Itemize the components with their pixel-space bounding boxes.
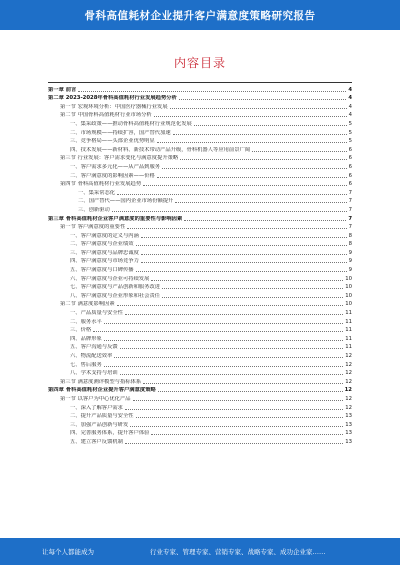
toc-title: 内容目录 [173,56,226,70]
toc-entry[interactable] [48,222,352,231]
dot-leader [125,314,343,315]
toc-entry-page: 8 [348,241,352,248]
dot-leader [114,357,343,358]
dot-leader [125,443,343,444]
toc-entry-page: 5 [348,129,352,136]
toc-entry-page: 9 [348,267,352,274]
dot-leader [93,331,343,332]
toc-entry[interactable] [48,376,352,385]
toc-entry-text: 二、国产替代——国内企业市场份额提升 [78,198,174,205]
header-bar [0,0,400,30]
toc-entry-page: 7 [348,224,352,231]
toc-entry[interactable] [48,273,352,282]
toc-entry[interactable] [48,393,352,402]
toc-entry-text: 六、客户满意度与企业可持续发展 [70,275,150,282]
toc-entry-text: 三、价格 [70,327,92,334]
toc-entry-page: 12 [345,361,352,368]
toc-entry[interactable] [48,333,352,342]
toc-entry-page: 5 [348,138,352,145]
toc-entry-text: 七、售后服务 [70,361,102,368]
toc-entry-page: 5 [348,120,352,127]
toc-entry-text: 四、完善服务体系，提升客户体验 [70,430,150,437]
toc-entry[interactable] [48,307,352,316]
toc-entry-text: 一、集采常态化 [78,189,116,196]
toc-entry-text: 六、物流配送效率 [70,353,113,359]
dot-leader [194,125,347,126]
dot-leader [143,383,343,384]
toc-entry-page: 7 [348,189,352,196]
toc-entry-text: 第一节 客户满意度的重要性 [60,224,126,231]
dot-leader [175,202,346,203]
toc-entry-text: 二、提升产品质量与安全性 [70,413,134,420]
dot-leader [136,245,347,246]
toc-entry-page: 12 [345,378,352,385]
toc-entry-text: 五、客户满意度与口碑传播 [70,267,134,274]
dot-leader [141,262,347,263]
toc-entry-text: 五、客户沟通与反馈 [70,344,118,351]
toc-entry[interactable] [48,428,352,437]
toc-entry-text: 一、深入了解客户需求 [70,404,123,411]
dot-leader [173,134,347,135]
dot-leader [136,417,344,418]
toc-entry-text: 三、竞争格局——头部企业优势明显 [70,138,155,145]
toc-entry[interactable] [48,110,352,119]
toc-entry-page: 4 [348,86,352,93]
dot-leader [162,288,343,289]
toc-entry-page: 10 [345,284,352,291]
toc-entry-page: 10 [345,292,352,299]
toc-entry-page: 11 [345,310,352,317]
table-of-contents [48,84,352,445]
dot-leader [157,142,347,143]
toc-entry-page: 12 [345,404,352,411]
toc-entry[interactable] [48,118,352,127]
toc-entry-page: 11 [345,335,352,342]
dot-leader [104,340,343,341]
toc-entry-text: 五、建立客户反馈机制 [70,438,123,445]
toc-entry-text: 四、客户满意度与市场竞争力 [70,258,139,265]
toc-entry-text: 一、产品质量与安全性 [70,310,123,317]
toc-entry[interactable] [48,196,352,205]
dot-leader [151,434,343,435]
toc-entry[interactable] [48,230,352,239]
toc-entry-page: 10 [345,275,352,282]
dot-leader [151,280,343,281]
toc-entry[interactable] [48,359,352,368]
toc-entry-page: 13 [345,421,352,428]
toc-entry[interactable] [48,419,352,428]
toc-entry-page: 13 [345,430,352,437]
toc-entry-text: 三、客户满意度与品牌忠诚度 [70,249,139,256]
toc-entry[interactable] [48,342,352,351]
toc-entry-text: 二、市场规模——持续扩容，国产替代加速 [70,129,171,136]
toc-entry[interactable] [48,179,352,188]
toc-entry-page: 7 [348,206,352,213]
toc-entry-text: 第三节 行业发展：客户需求变化与满意度提升策略 [60,155,179,162]
toc-entry-text: 三、创新驱动 [78,206,110,213]
toc-entry-text: 二、客户满意度的影响因素——价格 [70,172,155,179]
toc-entry-text: 一、集采政策——推动骨科高值耗材行业规范化发展 [70,120,192,127]
toc-entry-page: 12 [345,353,352,359]
toc-entry[interactable] [48,204,352,213]
toc-entry[interactable] [48,144,352,153]
toc-entry[interactable] [48,161,352,170]
toc-entry-text: 第二章 2023-2028年骨科高值耗材行业发展趋势分析 [48,95,177,102]
toc-entry[interactable] [48,239,352,248]
footer-slogan-right: 行业专家、管理专家、营销专家、战略专家、成功企业家…… [150,548,326,556]
dot-leader [143,185,346,186]
toc-entry[interactable] [48,264,352,273]
dot-leader [133,400,344,401]
toc-entry[interactable] [48,290,352,299]
toc-entry-page: 13 [345,438,352,445]
toc-entry[interactable] [48,127,352,136]
toc-entry-page: 8 [348,232,352,239]
dot-leader [154,116,347,117]
toc-entry-text: 八、学术支持与培训 [70,370,118,377]
toc-entry-text: 二、服务水平 [70,318,102,325]
dot-leader [180,159,346,160]
dot-leader [130,426,343,427]
dot-leader [120,348,344,349]
toc-entry-page: 7 [348,215,352,222]
dot-leader [104,323,343,324]
dot-leader [125,409,343,410]
toc-entry[interactable] [48,247,352,256]
toc-entry-page: 12 [345,395,352,402]
dot-leader [117,305,344,306]
toc-entry-page: 6 [348,181,352,188]
toc-entry-text: 第四章 骨科高值耗材企业提升客户满意度策略 [48,387,156,394]
toc-entry[interactable] [48,101,352,110]
toc-entry-text: 第三节 满意度测评模型与指标体系 [60,378,142,385]
toc-entry-text: 第二节 中国骨科高值耗材行业市场分析 [60,112,152,119]
dot-leader [157,177,347,178]
toc-entry-page: 4 [348,95,352,102]
toc-entry[interactable] [48,170,352,179]
toc-entry[interactable] [48,153,352,162]
dot-leader [158,391,343,392]
toc-entry-text: 八、客户满意度与企业形象和社会责任 [70,292,161,299]
dot-leader [179,99,346,100]
dot-leader [141,254,347,255]
toc-entry-page: 12 [345,370,352,377]
toc-entry[interactable] [48,282,352,291]
toc-entry[interactable] [48,402,352,411]
toc-entry-page: 10 [345,301,352,308]
toc-entry-text: 一、客户满意度的定义与内涵 [70,232,139,239]
toc-entry-page: 7 [348,198,352,205]
toc-entry[interactable] [48,436,352,445]
toc-entry[interactable] [48,84,352,93]
footer-slogan-left: 让每个人都能成为 [42,548,94,556]
toc-entry-text: 一、客户需求多元化——从产品到服务 [70,163,161,170]
toc-entry-text: 第一章 前言 [48,86,77,93]
toc-entry-text: 三、加强产品创新与研发 [70,421,129,428]
toc-entry-text: 二、客户满意度与企业绩效 [70,241,134,248]
toc-entry-text: 第四节 骨科高值耗材行业发展趋势 [60,181,142,188]
toc-entry-page: 4 [348,112,352,119]
dot-leader [252,151,347,152]
toc-entry-page: 11 [345,327,352,334]
dot-leader [162,297,343,298]
toc-entry[interactable] [48,325,352,334]
top-divider [48,82,352,83]
dot-leader [117,194,347,195]
toc-entry-text: 四、品牌形象 [70,335,102,342]
dot-leader [141,237,347,238]
toc-entry[interactable] [48,299,352,308]
dot-leader [136,271,347,272]
dot-leader [104,366,343,367]
toc-entry[interactable] [48,385,352,394]
toc-entry-page: 9 [348,249,352,256]
toc-entry[interactable] [48,411,352,420]
dot-leader [127,228,346,229]
toc-entry-text: 第二节 满意度影响因素 [60,301,115,308]
toc-entry-text: 第三章 骨科高值耗材企业客户满意度的重要性与影响因素 [48,215,183,222]
toc-entry-page: 4 [348,103,352,110]
toc-entry[interactable] [48,213,352,222]
toc-entry[interactable] [48,316,352,325]
toc-entry-page: 11 [345,344,352,351]
toc-entry-page: 6 [348,155,352,162]
dot-leader [112,211,347,212]
toc-entry[interactable] [48,93,352,102]
toc-entry-page: 9 [348,258,352,265]
dot-leader [162,168,347,169]
toc-entry[interactable] [48,187,352,196]
toc-entry[interactable] [48,256,352,265]
toc-entry[interactable] [48,368,352,377]
dot-leader [170,108,347,109]
toc-entry-page: 6 [348,172,352,179]
toc-entry-page: 13 [345,413,352,420]
dot-leader [120,374,344,375]
toc-entry-page: 11 [345,318,352,325]
toc-entry-text: 第一节 宏观环境分析：中国医疗器械行业发展 [60,103,168,110]
dot-leader [184,220,346,221]
footer-bar [0,538,400,565]
report-title: 骨科高值耗材企业提升客户满意度策略研究报告 [84,10,316,22]
dot-leader [78,91,346,92]
toc-entry-page: 6 [348,146,352,153]
toc-entry-page: 12 [344,387,352,394]
toc-entry[interactable] [48,136,352,145]
toc-entry-text: 七、客户满意度与产品创新和服务改进 [70,284,161,291]
toc-entry-text: 第一节 以客户为中心优化产品 [60,395,131,402]
toc-entry-text: 四、技术发展——新材料、新技术带动产品升级，骨科机器人等应用前景广阔 [70,146,251,153]
toc-entry[interactable] [48,350,352,359]
toc-entry-page: 6 [348,163,352,170]
